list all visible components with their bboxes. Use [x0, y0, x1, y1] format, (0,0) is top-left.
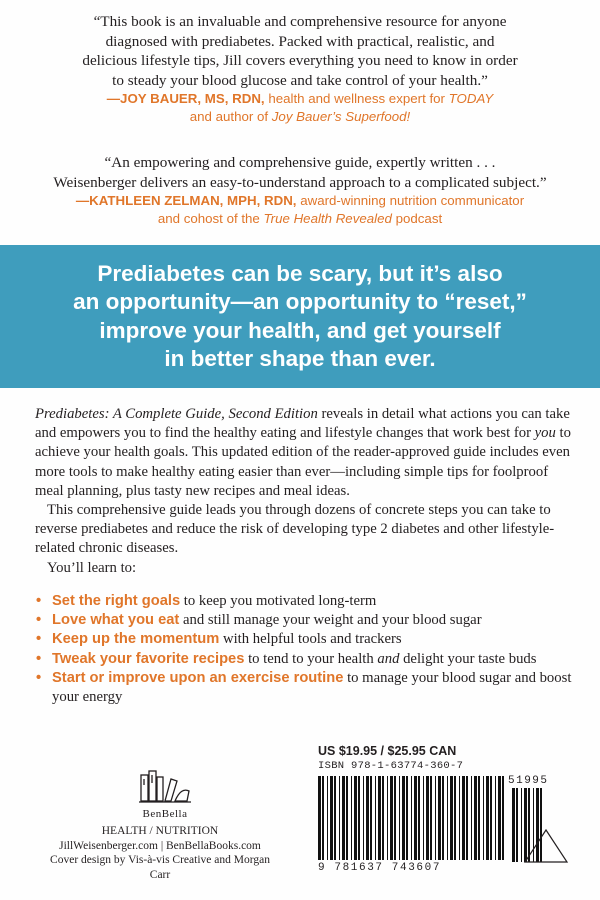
bullet-icon: • — [36, 650, 42, 667]
bullet-icon: • — [36, 669, 42, 686]
headline-banner — [0, 245, 600, 388]
banner-headline: Prediabetes can be scary, but it’s also an opportunity—an opportunity to “reset,” improve your health, and get yourself in better shape than ever. — [73, 260, 527, 371]
quote-text: “An empowering and comprehensive guide, expertly written . . . Weisenberger delivers an easy-to-understand approach to a complicated subject.” — [53, 154, 547, 191]
barcode-digits: 9 781637 743607 — [318, 862, 442, 874]
websites: JillWeisenberger.com | BenBellaBooks.com — [59, 839, 261, 852]
learn-intro: You’ll learn to: — [47, 559, 137, 576]
quote-attribution: —KATHLEEN ZELMAN, MPH, RDN, award-winning nutrition communicator and cohost of the True Health Revealed podcast — [75, 193, 525, 226]
description-paragraph-1: Prediabetes: A Complete Guide, Second Edition reveals in detail what actions you can take and empowers you to find the healthy eating and lifestyle changes that work best for you to achieve your health goals. This updated edition of the reader-approved guide includes even more tools to make healthy eating easier than ever—including simple tips for foolproof meal planning, plus tasty new recipes and meal ideas. — [35, 406, 571, 499]
description-paragraph-2: This comprehensive guide leads you through dozens of concrete steps you can take to reverse prediabetes and reduce the risk of developing type 2 diabetes and other lifestyle-related chronic diseases. — [35, 502, 555, 557]
imprint-info — [40, 824, 280, 882]
bullet-icon: • — [36, 612, 42, 629]
list-item: • Set the right goals to keep you motivated long-term — [36, 592, 576, 611]
category-label: HEALTH / NUTRITION — [101, 825, 219, 837]
bullet-icon: • — [36, 593, 42, 609]
cover-credit: Cover design by Vis-à-vis Creative and Morgan Carr — [50, 854, 270, 881]
quote-text: “This book is an invaluable and comprehensive resource for anyone diagnosed with prediabetes. Packed with practical, realistic, and delicious lifestyle tips, Jill covers everything you need to know in order to steady your blood glucose and take control of your health.” — [82, 13, 518, 89]
learning-list — [36, 592, 576, 707]
list-item: • Start or improve upon an exercise routine to manage your blood sugar and boost your energy — [36, 669, 572, 706]
list-item: • Keep up the momentum with helpful tools and trackers — [36, 630, 576, 649]
quote-attribution: —JOY BAUER, MS, RDN, health and wellness expert for TODAY and author of Joy Bauer’s Superfood! — [106, 91, 494, 124]
publisher-logo — [130, 765, 200, 825]
triangle-icon — [521, 826, 571, 871]
book-description — [35, 405, 575, 578]
isbn-label: ISBN 978-1-63774-360-7 — [318, 760, 464, 772]
bullet-icon: • — [36, 631, 42, 648]
barcode-addon-digits: 51995 — [508, 775, 549, 787]
publisher-logo-name: BenBella — [142, 808, 188, 820]
endorsement-quote-2 — [40, 153, 560, 228]
books-icon — [137, 765, 193, 805]
price-label: US $19.95 / $25.95 CAN — [318, 744, 457, 758]
list-item: • Love what you eat and still manage your weight and your blood sugar — [36, 611, 576, 630]
list-item: • Tweak your favorite recipes to tend to your health and delight your taste buds — [36, 650, 576, 669]
endorsement-quote-1 — [40, 12, 560, 126]
